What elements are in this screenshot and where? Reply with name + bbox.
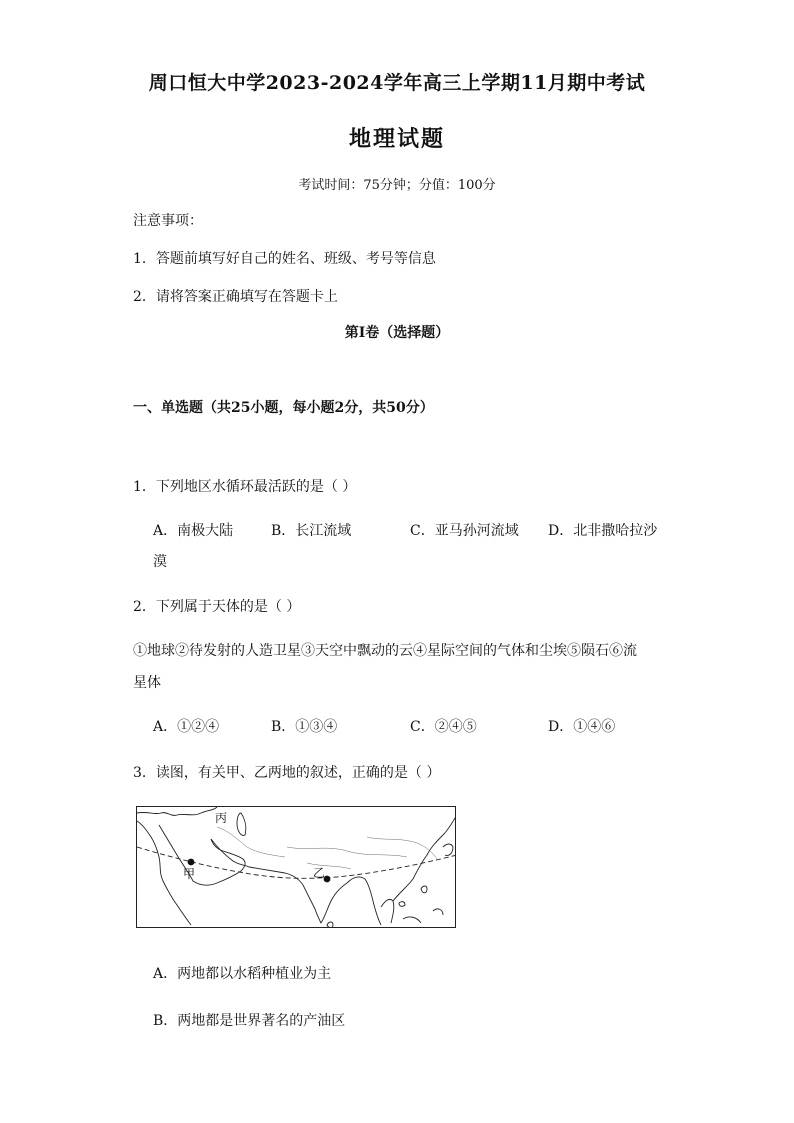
question-2-list-line-1: ①地球②待发射的人造卫星③天空中飘动的云④星际空间的气体和尘埃⑤陨石⑥流	[133, 643, 637, 659]
coastline-india	[303, 883, 347, 923]
island-borneo	[403, 917, 421, 923]
question-2-stem: 2．下列属于天体的是（ ）	[133, 599, 301, 615]
label-jia: 甲	[183, 867, 196, 881]
asia-map-drawing	[137, 807, 456, 928]
coastline-north	[137, 807, 217, 815]
notes-heading: 注意事项：	[133, 213, 203, 229]
question-3-stem: 3．读图，有关甲、乙两地的叙述，正确的是（ ）	[133, 765, 441, 781]
label-bing: 丙	[215, 811, 228, 825]
note-item-2: 2．请将答案正确填写在答题卡上	[133, 289, 338, 305]
question-3-option-a: A．两地都以水稻种植业为主	[153, 966, 332, 982]
exam-info: 考试时间：75分钟；分值：100分	[298, 178, 496, 193]
question-2-option-b: B．①③④	[271, 719, 338, 735]
question-2-option-c: C．②④⑤	[410, 719, 477, 735]
question-1-option-a: A．南极大陆	[153, 523, 234, 539]
subject-title: 地理试题	[348, 126, 445, 152]
island-taiwan	[421, 886, 427, 893]
coastline-indochina	[381, 899, 394, 923]
label-yi: 乙	[313, 866, 326, 880]
question-2-list-line-2: 星体	[133, 675, 161, 691]
caspian-sea	[237, 813, 246, 835]
question-1-option-b: B．长江流域	[271, 523, 352, 539]
question-1-option-d-wrap: 漠	[153, 554, 167, 570]
asia-map-figure	[136, 806, 456, 928]
coastline-arabia	[159, 825, 245, 885]
question-2-option-a: A．①②④	[153, 719, 220, 735]
part-heading: 一、单选题（共25小题，每小题2分，共50分）	[133, 400, 434, 416]
section-title: 第I卷（选择题）	[344, 325, 450, 341]
river-line-1	[287, 847, 407, 857]
exam-title: 周口恒大中学2023-2024学年高三上学期11月期中考试	[148, 72, 646, 94]
question-1-option-c: C．亚马孙河流域	[410, 523, 519, 539]
coastline-iran	[249, 867, 303, 885]
question-1-option-d: D．北非撒哈拉沙	[548, 523, 658, 539]
point-jia	[188, 859, 195, 866]
question-3-option-b: B．两地都是世界著名的产油区	[153, 1013, 346, 1029]
note-item-1: 1．答题前填写好自己的姓名、班级、考号等信息	[133, 251, 436, 267]
question-1-stem: 1．下列地区水循环最活跃的是（ ）	[133, 479, 357, 495]
question-2-option-d: D．①④⑥	[548, 719, 616, 735]
island-srilanka	[327, 922, 333, 928]
coastline-burma	[347, 877, 381, 925]
coastline-korea	[443, 844, 453, 856]
island-philippines	[433, 909, 443, 915]
island-hainan	[399, 902, 405, 907]
